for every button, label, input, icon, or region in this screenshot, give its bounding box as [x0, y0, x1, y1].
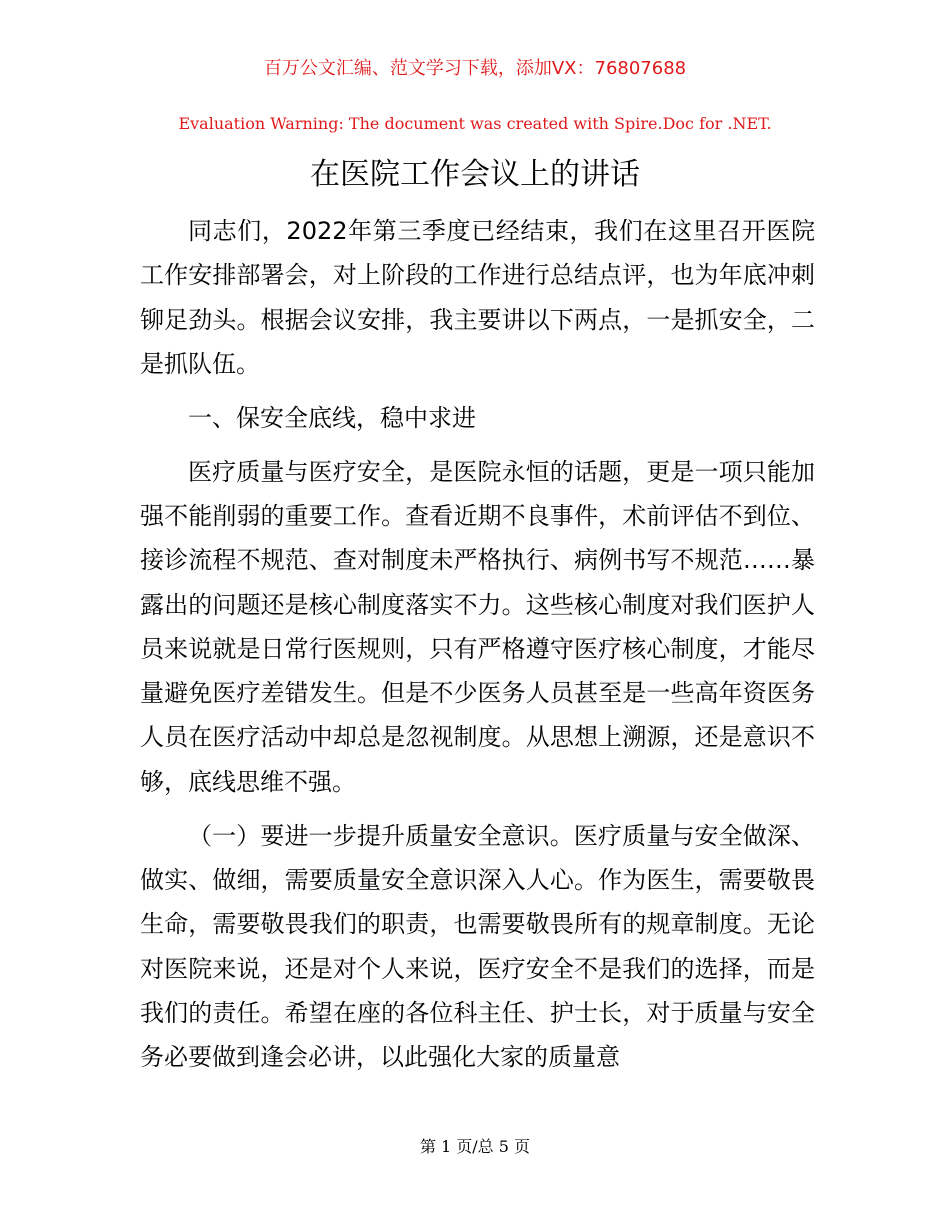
- section-heading-1: 一、保安全底线，稳中求进: [188, 403, 476, 432]
- document-title: 在医院工作会议上的讲话: [310, 157, 640, 192]
- page-number-footer: 第 1 页/总 5 页: [419, 1137, 531, 1156]
- paragraph-medical-quality: 医疗质量与医疗安全，是医院永恒的话题，更是一项只能加强不能削弱的重要工作。查看近期不良事件，术前评估不到位、接诊流程不规范、查对制度未严格执行、病例书写不规范……暴露出的问题还是核心制度落实不力。这些核心制度对我们医护人员来说就是日常行医规则，只有严格遵守医疗核心制度，才能尽量避免医疗差错发生。但是不少医务人员甚至是一些高年资医务人员在医疗活动中却总是忽视制度。从思想上溯源，还是意识不够，底线思维不强。: [140, 457, 815, 796]
- document-body: [140, 209, 815, 1089]
- header-ad-text: 百万公文汇编、范文学习下载，添加VX：76807688: [263, 58, 687, 79]
- paragraph-intro: 同志们，2022年第三季度已经结束，我们在这里召开医院工作安排部署会，对上阶段的工作进行总结点评，也为年底冲刺铆足劲头。根据会议安排，我主要讲以下两点，一是抓安全，二是抓队伍。: [140, 217, 815, 378]
- evaluation-warning: Evaluation Warning: The document was created with Spire.Doc for .NET.: [178, 114, 772, 133]
- paragraph-subsection-1: （一）要进一步提升质量安全意识。医疗质量与安全做深、做实、做细，需要质量安全意识深入人心。作为医生，需要敬畏生命，需要敬畏我们的职责，也需要敬畏所有的规章制度。无论对医院来说，还是对个人来说，医疗安全不是我们的选择，而是我们的责任。希望在座的各位科主任、护士长，对于质量与安全务必要做到逢会必讲，以此强化大家的质量意: [140, 821, 815, 1072]
